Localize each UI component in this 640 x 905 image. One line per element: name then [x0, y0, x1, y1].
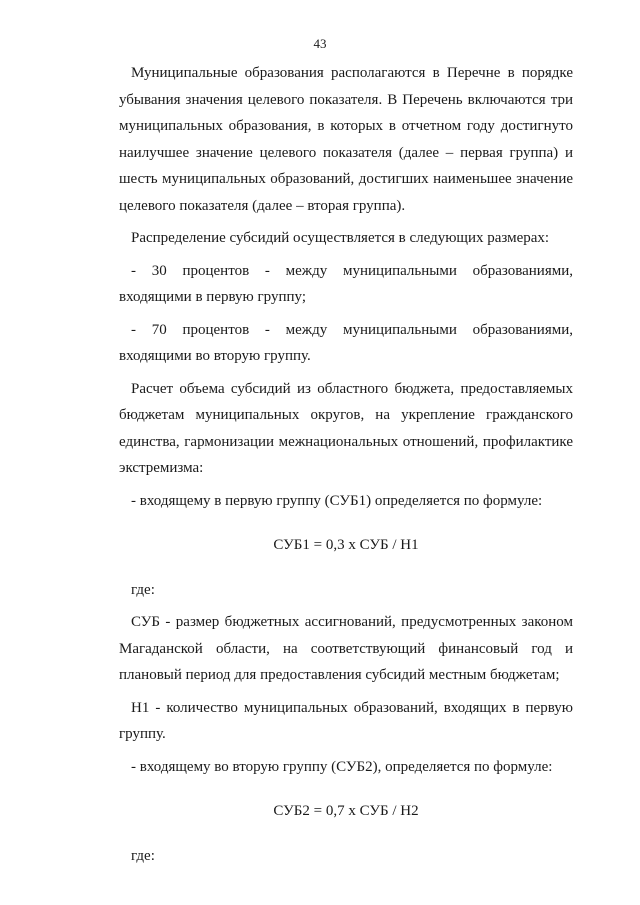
definition-n1: Н1 - количество муниципальных образований, входящих в первую группу. — [119, 699, 573, 742]
paragraph-first-group-formula-intro: - входящему в первую группу (СУБ1) определяется по формуле: — [131, 492, 543, 509]
paragraph-second-group-formula-intro: - входящему во вторую группу (СУБ2), определяется по формуле: — [131, 758, 553, 775]
definition-sub: СУБ - размер бюджетных ассигнований, предусмотренных законом Магаданской области, на соответствующий финансовый год и плановый период для предоставления субсидий местным бюджетам; — [119, 614, 573, 683]
paragraph-ranking: Муниципальные образования располагаются в Перечне в порядке убывания значения целевого показателя. В Перечень включаются три муниципальных образования, в которых в отчетном году достигнуто наилучшее значение целевого показателя (далее – первая группа) и шесть муниципальных образований, достигших наименьшее значение целевого показателя (далее – вторая группа). — [119, 65, 573, 214]
where-label-2: где: — [131, 847, 155, 864]
document-body — [119, 60, 573, 869]
formula-sub1: СУБ1 = 0,3 х СУБ / Н1 — [273, 537, 419, 553]
list-item-first-group: - 30 процентов - между муниципальными образованиями, входящими в первую группу; — [119, 262, 573, 305]
paragraph-calculation: Расчет объема субсидий из областного бюджета, предоставляемых бюджетам муниципальных округов, на укрепление гражданского единства, гармонизации межнациональных отношений, профилактике экстремизма: — [119, 380, 573, 476]
formula-sub2: СУБ2 = 0,7 х СУБ / Н2 — [273, 803, 419, 819]
page-number: 43 — [313, 36, 327, 51]
paragraph-distribution: Распределение субсидий осуществляется в следующих размерах: — [131, 230, 550, 246]
list-item-second-group: - 70 процентов - между муниципальными образованиями, входящими во вторую группу. — [119, 321, 573, 364]
where-label-1: где: — [131, 581, 155, 598]
